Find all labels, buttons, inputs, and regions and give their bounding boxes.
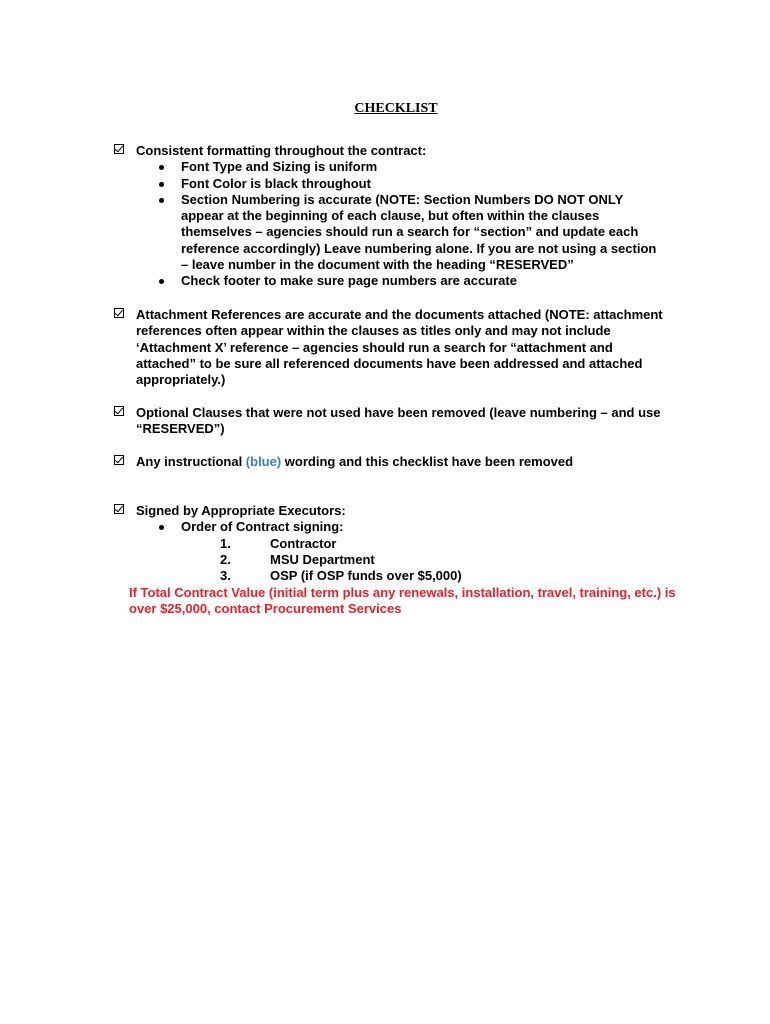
list-item: Order of Contract signing: (181, 519, 674, 535)
checkbox-checked-icon (114, 406, 124, 416)
checkbox-checked-icon (114, 504, 124, 514)
checklist-item-attachments (114, 307, 674, 388)
checklist-item-optional-clauses (114, 405, 674, 438)
checkbox-checked-icon (114, 308, 124, 318)
list-item: Font Color is black throughout (181, 176, 674, 192)
page-title: CHECKLIST (354, 101, 438, 116)
list-item: 1. Contractor (220, 535, 337, 551)
list-item: Section Numbering is accurate (NOTE: Section Numbers DO NOT ONLY appear at the beginning of each clause, but often within the clauses themselves – agencies should run a search for “section” and update each reference accordingly) Leave numbering alone. If you are not using a section – leave number in the document with the heading “RESERVED” (181, 192, 661, 273)
list-item: 2. MSU Department (220, 551, 375, 567)
checklist-item-label: Consistent formatting throughout the contract: (136, 143, 427, 158)
bullet-list (181, 159, 674, 289)
bullet-icon (159, 198, 164, 203)
list-item: 3. OSP (if OSP funds over $5,000) (220, 568, 462, 584)
checklist-item-formatting (114, 143, 674, 290)
bullet-icon (159, 525, 164, 530)
checkbox-checked-icon (114, 455, 124, 465)
checklist-item-signatures (114, 503, 674, 584)
checklist-item-label: Attachment References are accurate and the documents attached (NOTE: attachment references often appear within the clauses as titles only and may not include ‘Attachment X’ reference – agencies should run a search for “attachment and attached” to be sure all referenced documents have been addressed and attached appropriately.) (136, 307, 663, 388)
checklist-item-label: Signed by Appropriate Executors: (136, 503, 346, 518)
checkbox-checked-icon (114, 144, 124, 154)
checklist-item-label: Any instructional (blue) wording and this checklist have been removed (136, 454, 574, 469)
blue-highlight-text: (blue) (245, 454, 282, 469)
signing-order-list (220, 536, 674, 585)
procurement-note: If Total Contract Value (initial term plus any renewals, installation, travel, training, etc.) is over $25,000, contact Procurement Services (129, 585, 676, 617)
bullet-list (181, 519, 674, 535)
list-item: Check footer to make sure page numbers are accurate (181, 273, 674, 289)
bullet-icon (159, 182, 164, 187)
checklist-item-label: Optional Clauses that were not used have been removed (leave numbering – and use “RESERVED”) (136, 405, 661, 437)
checklist-item-instructional-wording (114, 454, 674, 470)
bullet-icon (159, 279, 164, 284)
bullet-icon (159, 165, 164, 170)
list-item: Font Type and Sizing is uniform (181, 159, 674, 175)
